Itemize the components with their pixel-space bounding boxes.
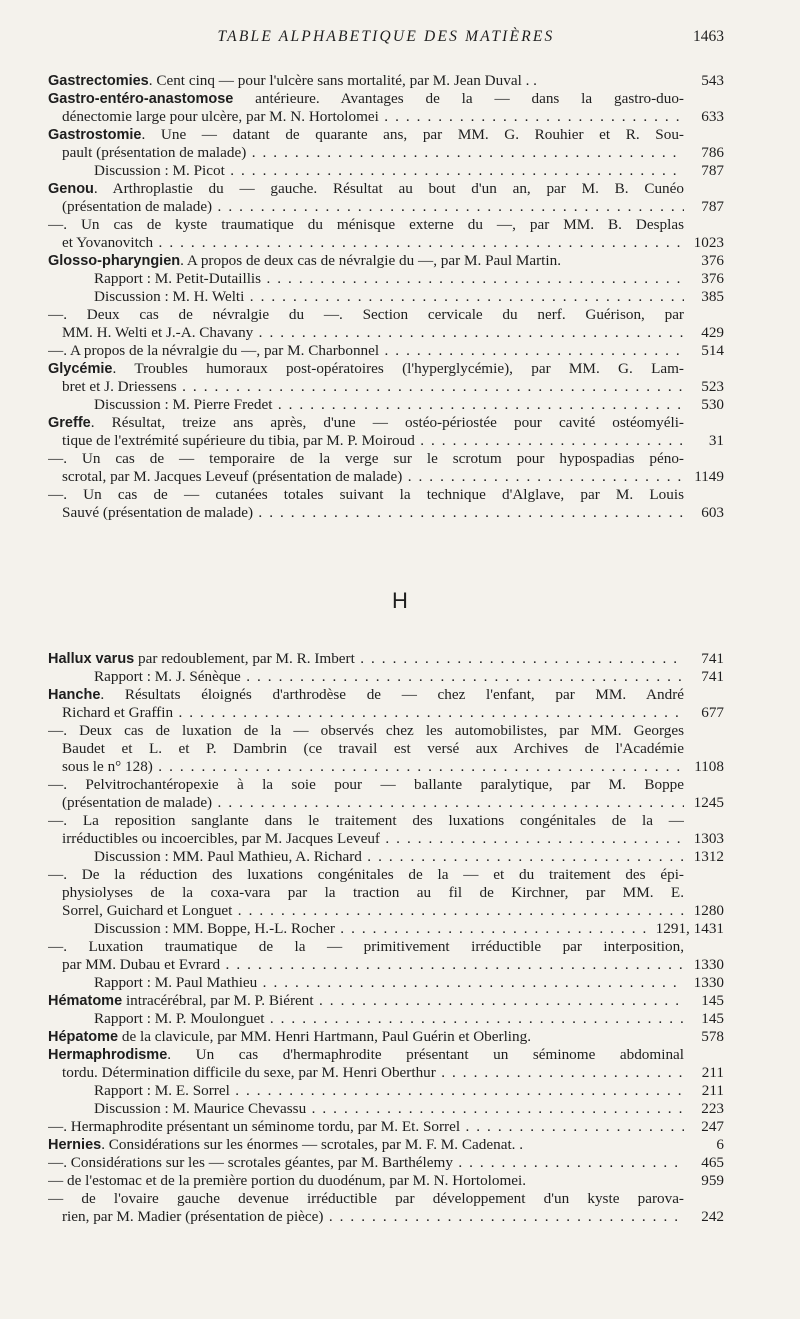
- index-entry: [48, 324, 724, 342]
- index-entry: [48, 1136, 724, 1154]
- entry-description: —. Deux cas de luxation de la — observés chez les automobilistes, par MM. Georges: [48, 722, 684, 739]
- index-entry: [48, 270, 724, 288]
- entry-text: [48, 650, 684, 668]
- index-entry: [48, 812, 724, 830]
- entry-headword: Hématome: [48, 993, 123, 1009]
- index-entry: [48, 974, 724, 992]
- entry-page-ref: [684, 1046, 724, 1064]
- entry-page-ref: 578: [701, 1028, 724, 1045]
- index-entry: [48, 1172, 724, 1190]
- entry-headword: Glycémie: [48, 361, 113, 377]
- entry-description: — de l'ovaire gauche devenue irréductible par développement d'un kyste parova-: [48, 1190, 684, 1207]
- entry-description: —. Hermaphrodite présentant un séminome tordu, par M. Et. Sorrel: [48, 1118, 461, 1135]
- entry-page-ref: [684, 884, 724, 902]
- index-entry: [48, 830, 724, 848]
- entry-text: [48, 144, 684, 162]
- entry-page-ref: 247: [701, 1118, 724, 1135]
- entry-description: —. De la réduction des luxations congénitales de la — et du traitement des épi-: [48, 866, 684, 883]
- page-number: 1463: [693, 28, 724, 45]
- index-entry: [48, 1010, 724, 1028]
- entry-page-ref: [684, 938, 724, 956]
- entry-page-ref: 1245: [693, 794, 724, 811]
- entry-description: (présentation de malade): [62, 794, 213, 811]
- index-entry: [48, 450, 724, 468]
- entry-description: . Un cas d'hermaphrodite présentant un séminome abdominal: [167, 1046, 684, 1063]
- index-entry: [48, 1028, 724, 1046]
- entry-description: —. Considérations sur les — scrotales géantes, par M. Barthélemy: [48, 1154, 453, 1171]
- index-entry: [48, 758, 724, 776]
- entry-page-ref: 31: [708, 432, 724, 449]
- entry-description: —. Un cas de — temporaire de la verge sur le scrotum pour hypospadias péno-: [48, 450, 684, 467]
- entry-text: [48, 504, 684, 522]
- index-entry: [48, 234, 724, 252]
- entry-text: [48, 1118, 684, 1136]
- entry-description: rien, par M. Madier (présentation de pièce): [62, 1208, 324, 1225]
- entry-description: Rapport : M. J. Sénèque: [94, 668, 241, 685]
- entry-page-ref: 1108: [694, 758, 724, 775]
- entry-page-ref: 523: [701, 378, 724, 395]
- index-entry: [48, 956, 724, 974]
- entry-text: [48, 126, 684, 144]
- entry-text: [48, 432, 684, 450]
- entry-page-ref: 385: [701, 288, 724, 305]
- entry-text: [48, 1154, 684, 1172]
- index-entry: [48, 414, 724, 432]
- entry-page-ref: [684, 812, 724, 830]
- entry-page-ref: 1149: [694, 468, 724, 485]
- index-entry: [48, 1082, 724, 1100]
- entry-page-ref: [684, 180, 724, 198]
- index-entry: [48, 902, 724, 920]
- entry-description: tordu. Détermination difficile du sexe, par M. Henri Oberthur: [62, 1064, 436, 1081]
- entry-text: [48, 740, 684, 758]
- entry-text: [48, 1100, 684, 1118]
- entry-description: —. Un cas de kyste traumatique du ménisque externe du —, par MM. B. Desplas: [48, 216, 684, 233]
- entry-description: Rapport : M. Petit-Dutaillis: [94, 270, 262, 287]
- index-entry: [48, 432, 724, 450]
- entry-text: [48, 1046, 684, 1064]
- entry-text: [48, 378, 684, 396]
- entry-page-ref: 465: [701, 1154, 724, 1171]
- entry-text: [48, 270, 684, 288]
- entry-description: scrotal, par M. Jacques Leveuf (présentation de malade): [62, 468, 403, 485]
- entry-page-ref: 787: [701, 162, 724, 179]
- entry-text: [48, 902, 684, 920]
- index-entry: [48, 1154, 724, 1172]
- entry-description: . Troubles humoraux post-opératoires (l'hyperglycémie), par MM. G. Lam-: [112, 360, 684, 377]
- index-entry: [48, 306, 724, 324]
- entry-text: [48, 668, 684, 686]
- entry-page-ref: 787: [701, 198, 724, 215]
- index-entry: [48, 722, 724, 740]
- entry-description: pault (présentation de malade): [62, 144, 247, 161]
- entry-text: [48, 866, 684, 884]
- index-entry: [48, 650, 724, 668]
- entry-page-ref: [684, 126, 724, 144]
- entry-description: dénectomie large pour ulcère, par M. N. Hortolomei: [62, 108, 379, 125]
- entry-page-ref: 145: [701, 992, 724, 1009]
- entry-page-ref: [684, 414, 724, 432]
- entry-text: [48, 360, 684, 378]
- index-entry: [48, 90, 724, 108]
- entry-description: par MM. Dubau et Evrard: [62, 956, 221, 973]
- index-entry: [48, 668, 724, 686]
- index-entry: [48, 794, 724, 812]
- entry-page-ref: [684, 216, 724, 234]
- entry-description: — de l'estomac et de la première portion du duodénum, par M. N. Hortolomei.: [48, 1172, 527, 1189]
- entry-page-ref: [684, 722, 724, 740]
- running-title: TABLE ALPHABETIQUE DES MATIÈRES: [217, 28, 555, 45]
- entry-page-ref: [684, 1190, 724, 1208]
- entry-text: [48, 180, 684, 198]
- entry-text: [48, 324, 684, 342]
- entry-description: physiolyses de la coxa-vara par la traction au fil de Kirchner, par MM. E.: [62, 884, 684, 901]
- entry-text: [48, 884, 684, 902]
- entry-description: intracérébral, par M. P. Biérent: [122, 992, 314, 1009]
- index-entry: [48, 1190, 724, 1208]
- entry-text: [48, 1082, 684, 1100]
- entry-text: [48, 414, 684, 432]
- entry-text: [48, 288, 684, 306]
- index-entry: [48, 72, 724, 90]
- entry-text: [48, 1028, 684, 1046]
- entry-page-ref: 959: [701, 1172, 724, 1189]
- entry-description: —. Un cas de — cutanées totales suivant la technique d'Alglave, par M. Louis: [48, 486, 684, 503]
- index-entry: [48, 1118, 724, 1136]
- entry-headword: Greffe: [48, 415, 91, 431]
- entry-page-ref: [684, 686, 724, 704]
- entry-text: [48, 90, 684, 108]
- index-entry: [48, 686, 724, 704]
- entry-description: Sorrel, Guichard et Longuet: [62, 902, 233, 919]
- entry-text: [48, 1208, 684, 1226]
- entry-text: [48, 704, 684, 722]
- entry-headword: Genou: [48, 181, 94, 197]
- index-entry: [48, 740, 724, 758]
- index-entry: [48, 1100, 724, 1118]
- index-entry: [48, 288, 724, 306]
- entry-text: [48, 234, 684, 252]
- entry-description: —. Luxation traumatique de la — primitivement irréductible par interposition,: [48, 938, 684, 955]
- entry-description: Sauvé (présentation de malade): [62, 504, 254, 521]
- entry-text: [48, 1136, 684, 1154]
- entry-headword: Gastro-entéro-anastomose: [48, 91, 234, 107]
- entry-description: (présentation de malade): [62, 198, 213, 215]
- section-g-entries: [48, 72, 724, 522]
- entry-text: [48, 396, 684, 414]
- entry-page-ref: 376: [701, 252, 724, 269]
- entry-description: —. Pelvitrochantéropexie à la soie pour — ballante paralytique, par M. Boppe: [48, 776, 684, 793]
- entry-headword: Hanche: [48, 687, 101, 703]
- entry-description: Discussion : M. Pierre Fredet: [94, 396, 273, 413]
- entry-description: Discussion : M. H. Welti: [94, 288, 245, 305]
- entry-page-ref: 530: [701, 396, 724, 413]
- entry-page-ref: 1312: [693, 848, 724, 865]
- entry-text: [48, 108, 684, 126]
- entry-text: [48, 794, 684, 812]
- entry-headword: Hernies: [48, 1137, 102, 1153]
- entry-text: [48, 198, 684, 216]
- entry-page-ref: 514: [701, 342, 724, 359]
- entry-text: [48, 956, 684, 974]
- entry-text: [48, 486, 684, 504]
- entry-description: Rapport : M. P. Moulonguet: [94, 1010, 265, 1027]
- entry-page-ref: 633: [701, 108, 724, 125]
- entry-page-ref: 376: [701, 270, 724, 287]
- index-entry: [48, 342, 724, 360]
- index-entry: [48, 378, 724, 396]
- entry-text: [48, 252, 684, 270]
- entry-text: [48, 776, 684, 794]
- entry-text: [48, 1010, 684, 1028]
- entry-text: [48, 686, 684, 704]
- entry-headword: Glosso-pharyngien: [48, 253, 181, 269]
- index-entry: [48, 1046, 724, 1064]
- entry-page-ref: [684, 360, 724, 378]
- entry-page-ref: 429: [701, 324, 724, 341]
- entry-page-ref: 741: [701, 650, 724, 667]
- entry-page-ref: 1280: [693, 902, 724, 919]
- index-entry: [48, 360, 724, 378]
- entry-description: —. A propos de la névralgie du —, par M. Charbonnel: [48, 342, 380, 359]
- entry-description: de la clavicule, par MM. Henri Hartmann, Paul Guérin et Oberling.: [118, 1028, 531, 1045]
- entry-description: —. Deux cas de névralgie du —. Section cervicale du nerf. Guérison, par: [48, 306, 684, 323]
- index-entry: [48, 486, 724, 504]
- entry-description: par redoublement, par M. R. Imbert: [134, 650, 355, 667]
- index-entry: [48, 504, 724, 522]
- entry-page-ref: 211: [701, 1064, 724, 1081]
- entry-description: Discussion : M. Maurice Chevassu: [94, 1100, 307, 1117]
- entry-description: et Yovanovitch: [62, 234, 154, 251]
- entry-page-ref: [684, 776, 724, 794]
- entry-description: . A propos de deux cas de névralgie du —, par M. Paul Martin.: [180, 252, 562, 269]
- index-entry: [48, 776, 724, 794]
- index-entry: [48, 198, 724, 216]
- entry-description: . Considérations sur les énormes — scrotales, par M. F. M. Cadenat. .: [101, 1136, 524, 1153]
- entry-text: [48, 216, 684, 234]
- entry-page-ref: 1303: [693, 830, 724, 847]
- entry-description: . Résultat, treize ans après, d'une — ostéo-périostée pour cavité ostéomyéli-: [90, 414, 684, 431]
- entry-page-ref: 786: [701, 144, 724, 161]
- entry-headword: Hépatome: [48, 1029, 119, 1045]
- entry-text: [48, 992, 684, 1010]
- entry-page-ref: 1330: [693, 974, 724, 991]
- entry-text: [48, 848, 684, 866]
- entry-description: MM. H. Welti et J.-A. Chavany: [62, 324, 254, 341]
- entry-description: irréductibles ou incoercibles, par M. Jacques Leveuf: [62, 830, 380, 847]
- entry-text: [48, 812, 684, 830]
- entry-text: [48, 938, 684, 956]
- entry-description: sous le n° 128): [62, 758, 153, 775]
- entry-page-ref: 543: [701, 72, 724, 89]
- index-entry: [48, 704, 724, 722]
- index-entry: [48, 180, 724, 198]
- index-entry: [48, 162, 724, 180]
- entry-description: Richard et Graffin: [62, 704, 174, 721]
- entry-text: [48, 450, 684, 468]
- entry-text: [48, 830, 684, 848]
- entry-page-ref: 1291, 1431: [655, 920, 724, 937]
- entry-page-ref: 603: [701, 504, 724, 521]
- entry-page-ref: [684, 306, 724, 324]
- entry-headword: Hallux varus: [48, 651, 135, 667]
- entry-text: [48, 758, 684, 776]
- entry-text: [48, 162, 684, 180]
- entry-page-ref: [684, 740, 724, 758]
- entry-description: Baudet et L. et P. Dambrin (ce travail est versé aux Archives de l'Académie: [62, 740, 684, 757]
- index-entry: [48, 920, 724, 938]
- entry-text: [48, 1172, 684, 1190]
- entry-description: . Arthroplastie du — gauche. Résultat au bout d'un an, par M. B. Cunéo: [93, 180, 684, 197]
- entry-page-ref: 145: [701, 1010, 724, 1027]
- entry-text: [48, 468, 684, 486]
- entry-description: tique de l'extrémité supérieure du tibia, par M. P. Moiroud: [62, 432, 415, 449]
- entry-text: [48, 306, 684, 324]
- entry-description: antérieure. Avantages de la — dans la gastro-duo-: [233, 90, 684, 107]
- entry-page-ref: [684, 450, 724, 468]
- entry-headword: Gastrectomies: [48, 73, 149, 89]
- entry-headword: Hermaphrodisme: [48, 1047, 168, 1063]
- entry-description: Discussion : MM. Paul Mathieu, A. Richard: [94, 848, 362, 865]
- entry-text: [48, 72, 684, 90]
- index-entry: [48, 126, 724, 144]
- index-entry: [48, 396, 724, 414]
- page-header: [48, 28, 724, 52]
- index-entry: [48, 108, 724, 126]
- entry-description: Discussion : MM. Boppe, H.-L. Rocher: [94, 920, 335, 937]
- entry-description: bret et J. Driessens: [62, 378, 177, 395]
- entry-page-ref: 223: [701, 1100, 724, 1117]
- entry-text: [48, 1190, 684, 1208]
- entry-page-ref: 1330: [693, 956, 724, 973]
- entry-page-ref: [684, 866, 724, 884]
- entry-description: Rapport : M. E. Sorrel: [94, 1082, 230, 1099]
- index-entry: [48, 144, 724, 162]
- index-entry: [48, 938, 724, 956]
- index-entry: [48, 992, 724, 1010]
- entry-page-ref: 741: [701, 668, 724, 685]
- entry-description: . Résultats éloignés d'arthrodèse de — chez l'enfant, par MM. André: [100, 686, 684, 703]
- entry-description: . Cent cinq — pour l'ulcère sans mortalité, par M. Jean Duval . .: [148, 72, 537, 89]
- index-entry: [48, 216, 724, 234]
- index-entry: [48, 884, 724, 902]
- entry-description: Discussion : M. Picot: [94, 162, 225, 179]
- entry-page-ref: [684, 486, 724, 504]
- entry-description: —. La reposition sanglante dans le traitement des luxations congénitales de la —: [48, 812, 684, 829]
- entry-page-ref: 6: [716, 1136, 724, 1153]
- entry-page-ref: 211: [701, 1082, 724, 1099]
- entry-text: [48, 920, 652, 938]
- entry-description: . Une — datant de quarante ans, par MM. G. Rouhier et R. Sou-: [141, 126, 684, 143]
- section-letter-h: H: [392, 588, 408, 613]
- entry-page-ref: [684, 90, 724, 108]
- index-entry: [48, 866, 724, 884]
- index-entry: [48, 1208, 724, 1226]
- entry-headword: Gastrostomie: [48, 127, 142, 143]
- entry-page-ref: 677: [701, 704, 724, 721]
- entry-page-ref: 1023: [693, 234, 724, 251]
- index-entry: [48, 252, 724, 270]
- entry-text: [48, 342, 684, 360]
- entry-text: [48, 1064, 684, 1082]
- entry-page-ref: 242: [701, 1208, 724, 1225]
- section-h-entries: [48, 650, 724, 1226]
- entry-description: Rapport : M. Paul Mathieu: [94, 974, 258, 991]
- index-entry: [48, 1064, 724, 1082]
- index-entry: [48, 848, 724, 866]
- entry-text: [48, 722, 684, 740]
- index-entry: [48, 468, 724, 486]
- entry-text: [48, 974, 684, 992]
